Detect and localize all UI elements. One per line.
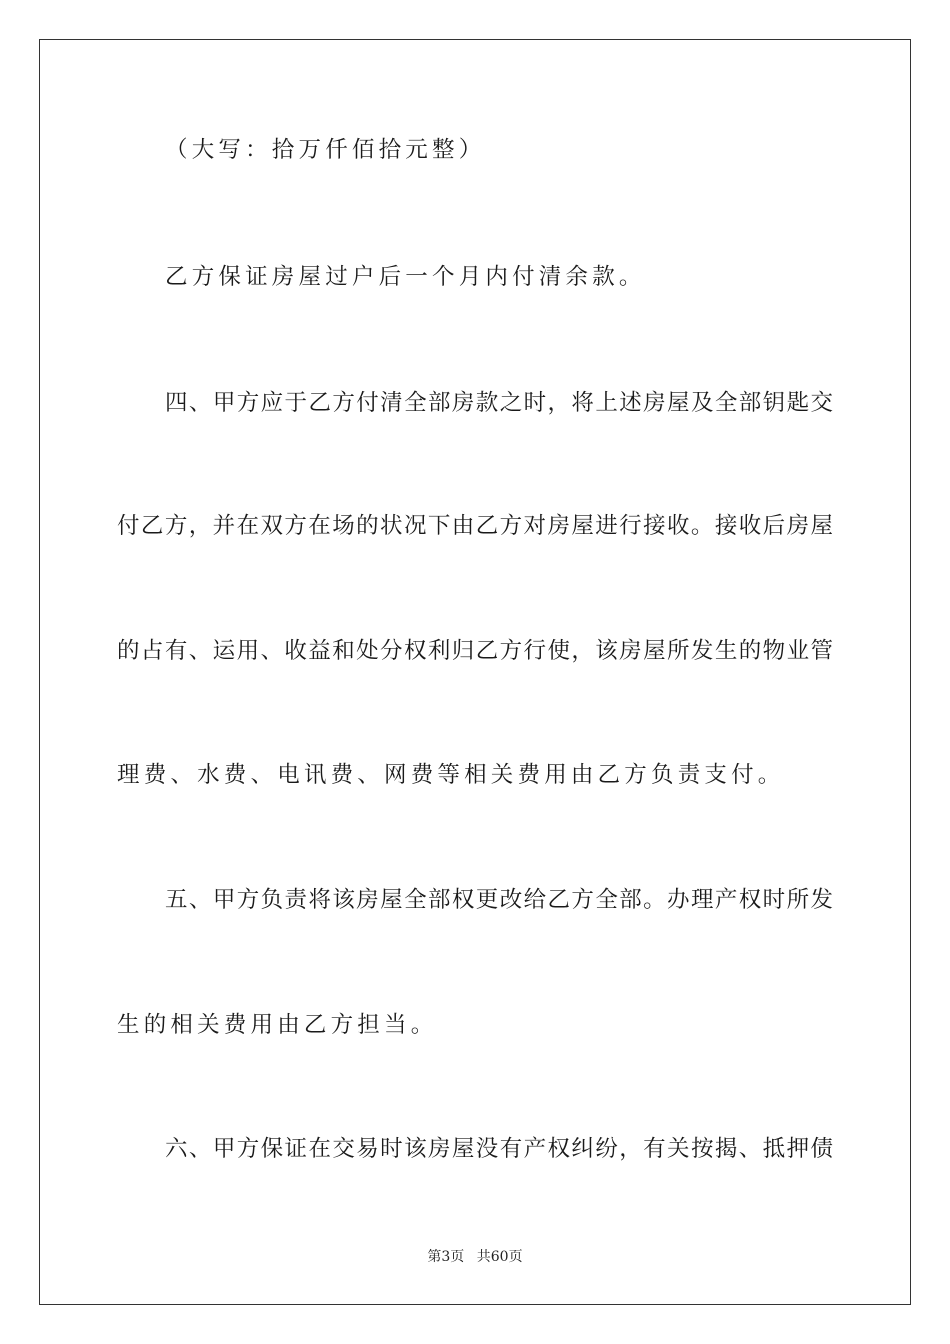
amount-in-words-line: （大写：拾万仟佰拾元整）	[165, 137, 486, 163]
clause-5-line-2: 生的相关费用由乙方担当。	[117, 1012, 438, 1038]
balance-payment-line: 乙方保证房屋过户后一个月内付清余款。	[165, 264, 646, 290]
clause-5-line-1: 五、甲方负责将该房屋全部权更改给乙方全部。办理产权时所发	[165, 887, 833, 913]
clause-4-line-1: 四、甲方应于乙方付清全部房款之时，将上述房屋及全部钥匙交	[165, 390, 833, 416]
clause-4-line-2: 付乙方，并在双方在场的状况下由乙方对房屋进行接收。接收后房屋	[117, 513, 833, 539]
page-number-current: 第3页	[427, 1249, 465, 1265]
clause-6-line-1: 六、甲方保证在交易时该房屋没有产权纠纷，有关按揭、抵押债	[165, 1136, 833, 1162]
clause-4-line-4: 理费、水费、电讯费、网费等相关费用由乙方负责支付。	[117, 762, 785, 788]
page-number-total: 共60页	[476, 1249, 523, 1265]
page-footer	[0, 1248, 950, 1266]
clause-4-line-3: 的占有、运用、收益和处分权利归乙方行使，该房屋所发生的物业管	[117, 638, 833, 664]
page-border	[39, 39, 911, 1305]
